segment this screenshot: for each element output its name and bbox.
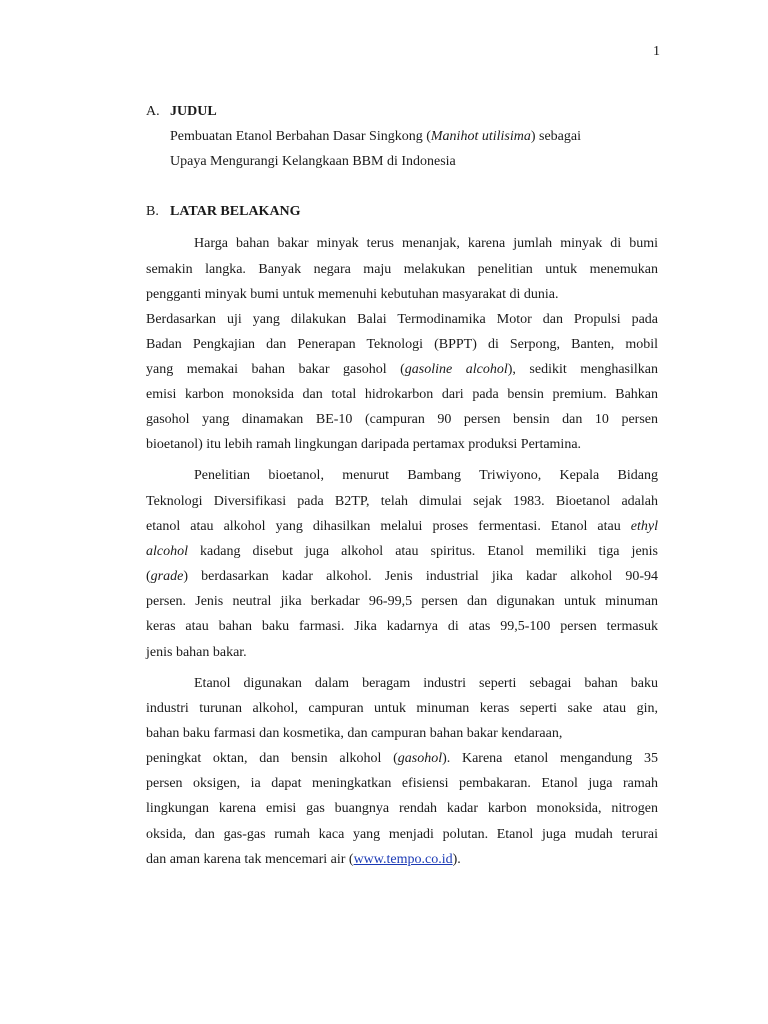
p1-line-2: semakin langka. Banyak negara maju melakukan penelitian untuk menemukan bbox=[146, 262, 658, 277]
italic-gasoline-alcohol: gasoline alcohol bbox=[404, 362, 508, 377]
section-b-heading bbox=[146, 204, 301, 220]
p1-line-5: Badan Pengkajian dan Penerapan Teknologi (BPPT) di Serpong, Banten, mobil bbox=[146, 337, 658, 352]
p3-line-5: persen oksigen, ia dapat meningkatkan efisiensi pembakaran. Etanol juga ramah bbox=[146, 776, 658, 791]
p1-line-3: pengganti minyak bumi untuk memenuhi kebutuhan masyarakat di dunia. bbox=[146, 287, 559, 302]
p2-line-2: Teknologi Diversifikasi pada B2TP, telah dimulai sejak 1983. Bioetanol adalah bbox=[146, 494, 658, 509]
p2-line-5: (grade) berdasarkan kadar alkohol. Jenis industrial jika kadar alkohol 90-94 bbox=[146, 569, 658, 584]
p2-line-4: alcohol kadang disebut juga alkohol atau spiritus. Etanol memiliki tiga jenis bbox=[146, 544, 658, 559]
p2-line-1: Penelitian bioetanol, menurut Bambang Triwiyono, Kepala Bidang bbox=[194, 468, 658, 483]
section-a-heading bbox=[146, 104, 217, 120]
p3-line-1: Etanol digunakan dalam beragam industri seperti sebagai bahan baku bbox=[194, 676, 658, 691]
p3-line-7: oksida, dan gas-gas rumah kaca yang menjadi polutan. Etanol juga mudah terurai bbox=[146, 827, 658, 842]
italic-alcohol: alcohol bbox=[146, 544, 188, 559]
page-number: 1 bbox=[653, 44, 660, 59]
p2-line-8: jenis bahan bakar. bbox=[146, 645, 247, 660]
p1-line-6: yang memakai bahan bakar gasohol (gasoline alcohol), sedikit menghasilkan bbox=[146, 362, 658, 377]
section-b-title: LATAR BELAKANG bbox=[170, 204, 301, 219]
p3-line-2: industri turunan alkohol, campuran untuk minuman keras seperti sake atau gin, bbox=[146, 701, 658, 716]
p2-line-6: persen. Jenis neutral jika berkadar 96-99,5 persen dan digunakan untuk minuman bbox=[146, 594, 658, 609]
section-b-letter: B. bbox=[146, 204, 159, 219]
p1-line-4: Berdasarkan uji yang dilakukan Balai Termodinamika Motor dan Propulsi pada bbox=[146, 312, 658, 327]
judul-text: Pembuatan Etanol Berbahan Dasar Singkong ( bbox=[170, 129, 431, 144]
p1-line-9: bioetanol) itu lebih ramah lingkungan daripada pertamax produksi Pertamina. bbox=[146, 437, 582, 452]
judul-line-1 bbox=[170, 128, 658, 146]
p3-line-4: peningkat oktan, dan bensin alkohol (gasohol). Karena etanol mengandung 35 bbox=[146, 751, 658, 766]
judul-text: ) sebagai bbox=[530, 129, 581, 144]
p3-line-8: dan aman karena tak mencemari air (www.tempo.co.id). bbox=[146, 852, 461, 867]
tempo-link[interactable]: www.tempo.co.id bbox=[353, 852, 453, 867]
italic-gasohol: gasohol bbox=[397, 751, 443, 766]
italic-ethyl: ethyl bbox=[630, 519, 658, 534]
p2-line-7: keras atau bahan baku farmasi. Jika kadarnya di atas 99,5-100 persen termasuk bbox=[146, 619, 658, 634]
italic-grade: grade bbox=[150, 569, 184, 584]
p3-line-6: lingkungan karena emisi gas buangnya rendah kadar karbon monoksida, nitrogen bbox=[146, 801, 658, 816]
p1-line-1: Harga bahan bakar minyak terus menanjak, karena jumlah minyak di bumi bbox=[194, 236, 658, 251]
p2-line-3: etanol atau alkohol yang dihasilkan melalui proses fermentasi. Etanol atau ethyl bbox=[146, 519, 658, 534]
judul-line-2 bbox=[170, 153, 658, 171]
p3-line-3: bahan baku farmasi dan kosmetika, dan campuran bahan bakar kendaraan, bbox=[146, 726, 563, 741]
section-a-title: JUDUL bbox=[170, 104, 217, 119]
section-a-letter: A. bbox=[146, 104, 160, 119]
p1-line-7: emisi karbon monoksida dan total hidrokarbon dari pada bensin premium. Bahkan bbox=[146, 387, 658, 402]
judul-italic-species: Manihot utilisima bbox=[430, 129, 531, 144]
p1-line-8: gasohol yang dinamakan BE-10 (campuran 90 persen bensin dan 10 persen bbox=[146, 412, 658, 427]
judul-text: Upaya Mengurangi Kelangkaan BBM di Indonesia bbox=[170, 154, 456, 169]
